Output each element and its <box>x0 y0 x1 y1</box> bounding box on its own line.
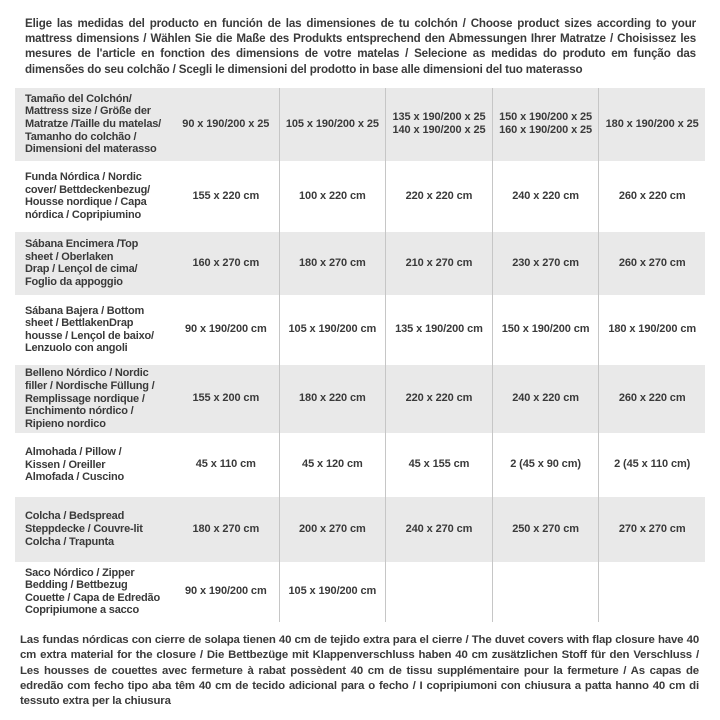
size-value: 150 x 190/200 cm <box>492 295 599 365</box>
size-value: 2 (45 x 90 cm) <box>492 433 599 497</box>
table-row <box>15 295 705 365</box>
size-value: 240 x 220 cm <box>492 161 599 232</box>
size-value: 155 x 220 cm <box>192 189 260 202</box>
table-row <box>15 161 705 232</box>
size-value <box>492 562 599 622</box>
size-value: 180 x 190/200 cm <box>598 295 705 365</box>
size-value: 230 x 270 cm <box>492 232 599 295</box>
table-row <box>15 232 705 295</box>
size-value: 270 x 270 cm <box>598 497 705 562</box>
size-value: 240 x 220 cm <box>492 365 599 433</box>
size-value: 260 x 220 cm <box>598 161 705 232</box>
size-value: 180 x 270 cm <box>279 232 386 295</box>
size-value: 240 x 270 cm <box>385 497 492 562</box>
size-value: 200 x 270 cm <box>279 497 386 562</box>
intro-text: Elige las medidas del producto en función de las dimensiones de tu colchón / Choose product sizes according to your mattress dimensions / Wählen Sie die Maße des Produkts entsprechend den Abmessungen Ihrer Matratze / Choisissez les mesures de l'article en fonction des dimensions de votre matelas / Selecione as medidas do produto em função das dimensões do seu colchão / Scegli le dimensioni del prodotto in base alle dimensioni del tuo materasso <box>25 17 696 76</box>
size-value: 135 x 190/200 x 25 140 x 190/200 x 25 <box>385 88 492 161</box>
row-label: Belleno Nórdico / Nordic filler / Nordische Füllung / Remplissage nordique / Enchimento nórdico / Ripieno nordico <box>25 367 155 430</box>
size-value: 90 x 190/200 cm <box>184 323 267 336</box>
size-value: 45 x 155 cm <box>385 433 492 497</box>
size-value: 150 x 190/200 x 25 160 x 190/200 x 25 <box>492 88 599 161</box>
row-label: Almohada / Pillow / Kissen / Oreiller Almofada / Cuscino <box>25 445 125 484</box>
row-label: Saco Nórdico / Zipper Bedding / Bettbezug Couette / Capa de Edredão Copripiumone a sacco <box>25 566 160 617</box>
size-value: 90 x 190/200 x 25 <box>182 117 270 130</box>
size-value: 45 x 120 cm <box>279 433 386 497</box>
size-value: 180 x 270 cm <box>192 522 260 535</box>
size-value: 45 x 110 cm <box>195 458 256 471</box>
size-value: 135 x 190/200 cm <box>385 295 492 365</box>
size-value: 105 x 190/200 cm <box>279 562 386 622</box>
size-value <box>598 562 705 622</box>
size-value: 180 x 190/200 x 25 <box>598 88 705 161</box>
size-value: 260 x 270 cm <box>598 232 705 295</box>
size-value: 155 x 200 cm <box>192 392 260 405</box>
size-value: 105 x 190/200 cm <box>279 295 386 365</box>
table-row <box>15 433 705 497</box>
size-value: 160 x 270 cm <box>192 256 260 269</box>
footer-note: Las fundas nórdicas con cierre de solapa tienen 40 cm de tejido extra para el cierre / The duvet covers with flap closure have 40 cm extra material for the closure / Die Bettbezüge mit Klappenverschluss haben 40 cm zusätzlichen Stoff für den Verschluss / Les housses de couettes avec fermeture à rabat possèdent 40 cm de tissu supplémentaire pour la fermeture / As capas de edredão com fecho tipo aba têm 40 cm de tecido adicional para o fecho / I copripiumoni con chiusura a patta hanno 40 cm di tessuto extra per la chiusura <box>20 633 699 708</box>
row-label: Colcha / Bedspread Steppdecke / Couvre-lit Colcha / Trapunta <box>25 510 143 548</box>
table-row <box>15 562 705 622</box>
size-table <box>15 88 705 622</box>
size-value: 250 x 270 cm <box>492 497 599 562</box>
size-value: 105 x 190/200 x 25 <box>279 88 386 161</box>
size-value: 260 x 220 cm <box>598 365 705 433</box>
row-label: Sábana Bajera / Bottom sheet / BettlakenDrap housse / Lençol de baixo/ Lenzuolo con angoli <box>25 304 154 355</box>
row-label: Sábana Encimera /Top sheet / Oberlaken Drap / Lençol de cima/ Foglio da appoggio <box>25 238 139 288</box>
size-value: 100 x 220 cm <box>279 161 386 232</box>
size-value: 2 (45 x 110 cm) <box>598 433 705 497</box>
size-value: 220 x 220 cm <box>385 365 492 433</box>
row-label: Funda Nórdica / Nordic cover/ Bettdeckenbezug/ Housse nordique / Capa nórdica / Copripiumino <box>25 171 150 221</box>
table-row <box>15 88 705 161</box>
size-value: 210 x 270 cm <box>385 232 492 295</box>
row-label: Tamaño del Colchón/ Mattress size / Größe der Matratze /Taille du matelas/ Tamanho do colchão / Dimensioni del materasso <box>25 92 162 156</box>
size-value: 180 x 220 cm <box>279 365 386 433</box>
table-row <box>15 497 705 562</box>
size-value: 90 x 190/200 cm <box>184 585 267 598</box>
size-value <box>385 562 492 622</box>
table-row <box>15 365 705 433</box>
size-value: 220 x 220 cm <box>385 161 492 232</box>
